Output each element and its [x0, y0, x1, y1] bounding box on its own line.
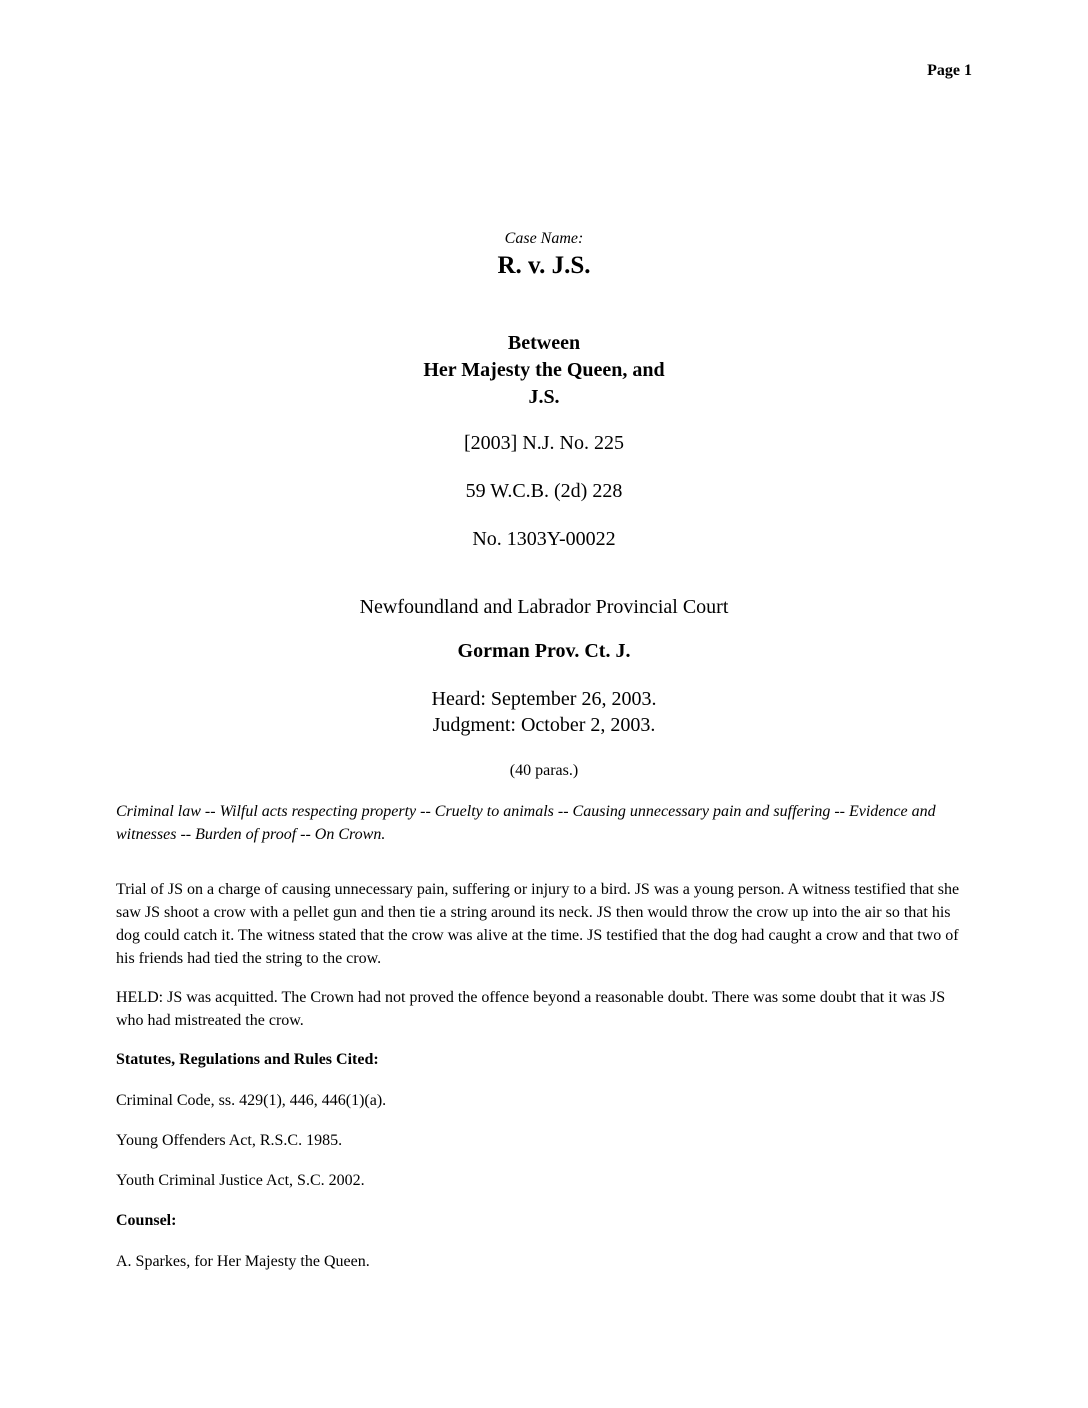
judgment-date: Judgment: October 2, 2003.: [432, 714, 656, 736]
statute-item: Youth Criminal Justice Act, S.C. 2002.: [116, 1172, 365, 1189]
parties-accused: J.S.: [528, 386, 560, 408]
catchwords: Criminal law -- Wilful acts respecting property -- Cruelty to animals -- Causing unnecessary pain and suffering -- Evidence and witnesses -- Burden of proof -- On Crown.: [116, 803, 936, 843]
statutes-heading: Statutes, Regulations and Rules Cited:: [116, 1051, 379, 1068]
parties-between: Between: [507, 332, 581, 354]
citation-nj: [2003] N.J. No. 225: [464, 432, 624, 454]
statute-item: Criminal Code, ss. 429(1), 446, 446(1)(a).: [116, 1092, 387, 1109]
held-summary: HELD: JS was acquitted. The Crown had not proved the offence beyond a reasonable doubt. There was some doubt that it was JS who had mistreated the crow.: [116, 989, 946, 1029]
parties-block: [0, 330, 1088, 411]
dates-block: [0, 686, 1088, 738]
paragraph-count: (40 paras.): [509, 762, 579, 779]
judge-name: Gorman Prov. Ct. J.: [457, 640, 631, 662]
court-name: Newfoundland and Labrador Provincial Court: [359, 596, 729, 618]
citation-wcb: 59 W.C.B. (2d) 228: [465, 480, 623, 502]
heard-date: Heard: September 26, 2003.: [431, 688, 657, 710]
case-name: R. v. J.S.: [497, 252, 591, 279]
page-number: Page 1: [927, 62, 972, 79]
docket-number: No. 1303Y-00022: [472, 528, 616, 550]
case-name-label: Case Name:: [504, 230, 584, 247]
statute-item: Young Offenders Act, R.S.C. 1985.: [116, 1132, 343, 1149]
counsel-item: A. Sparkes, for Her Majesty the Queen.: [116, 1253, 370, 1270]
parties-crown: Her Majesty the Queen, and: [423, 359, 665, 381]
counsel-heading: Counsel:: [116, 1212, 177, 1229]
case-summary: Trial of JS on a charge of causing unnecessary pain, suffering or injury to a bird. JS was a young person. A witness testified that she saw JS shoot a crow with a pellet gun and then tie a string around its neck. JS then would throw the crow up into the air so that his dog could catch it. The witness stated that the crow was alive at the time. JS testified that the dog had caught a crow and that two of his friends had tied the string to the crow.: [116, 881, 960, 967]
